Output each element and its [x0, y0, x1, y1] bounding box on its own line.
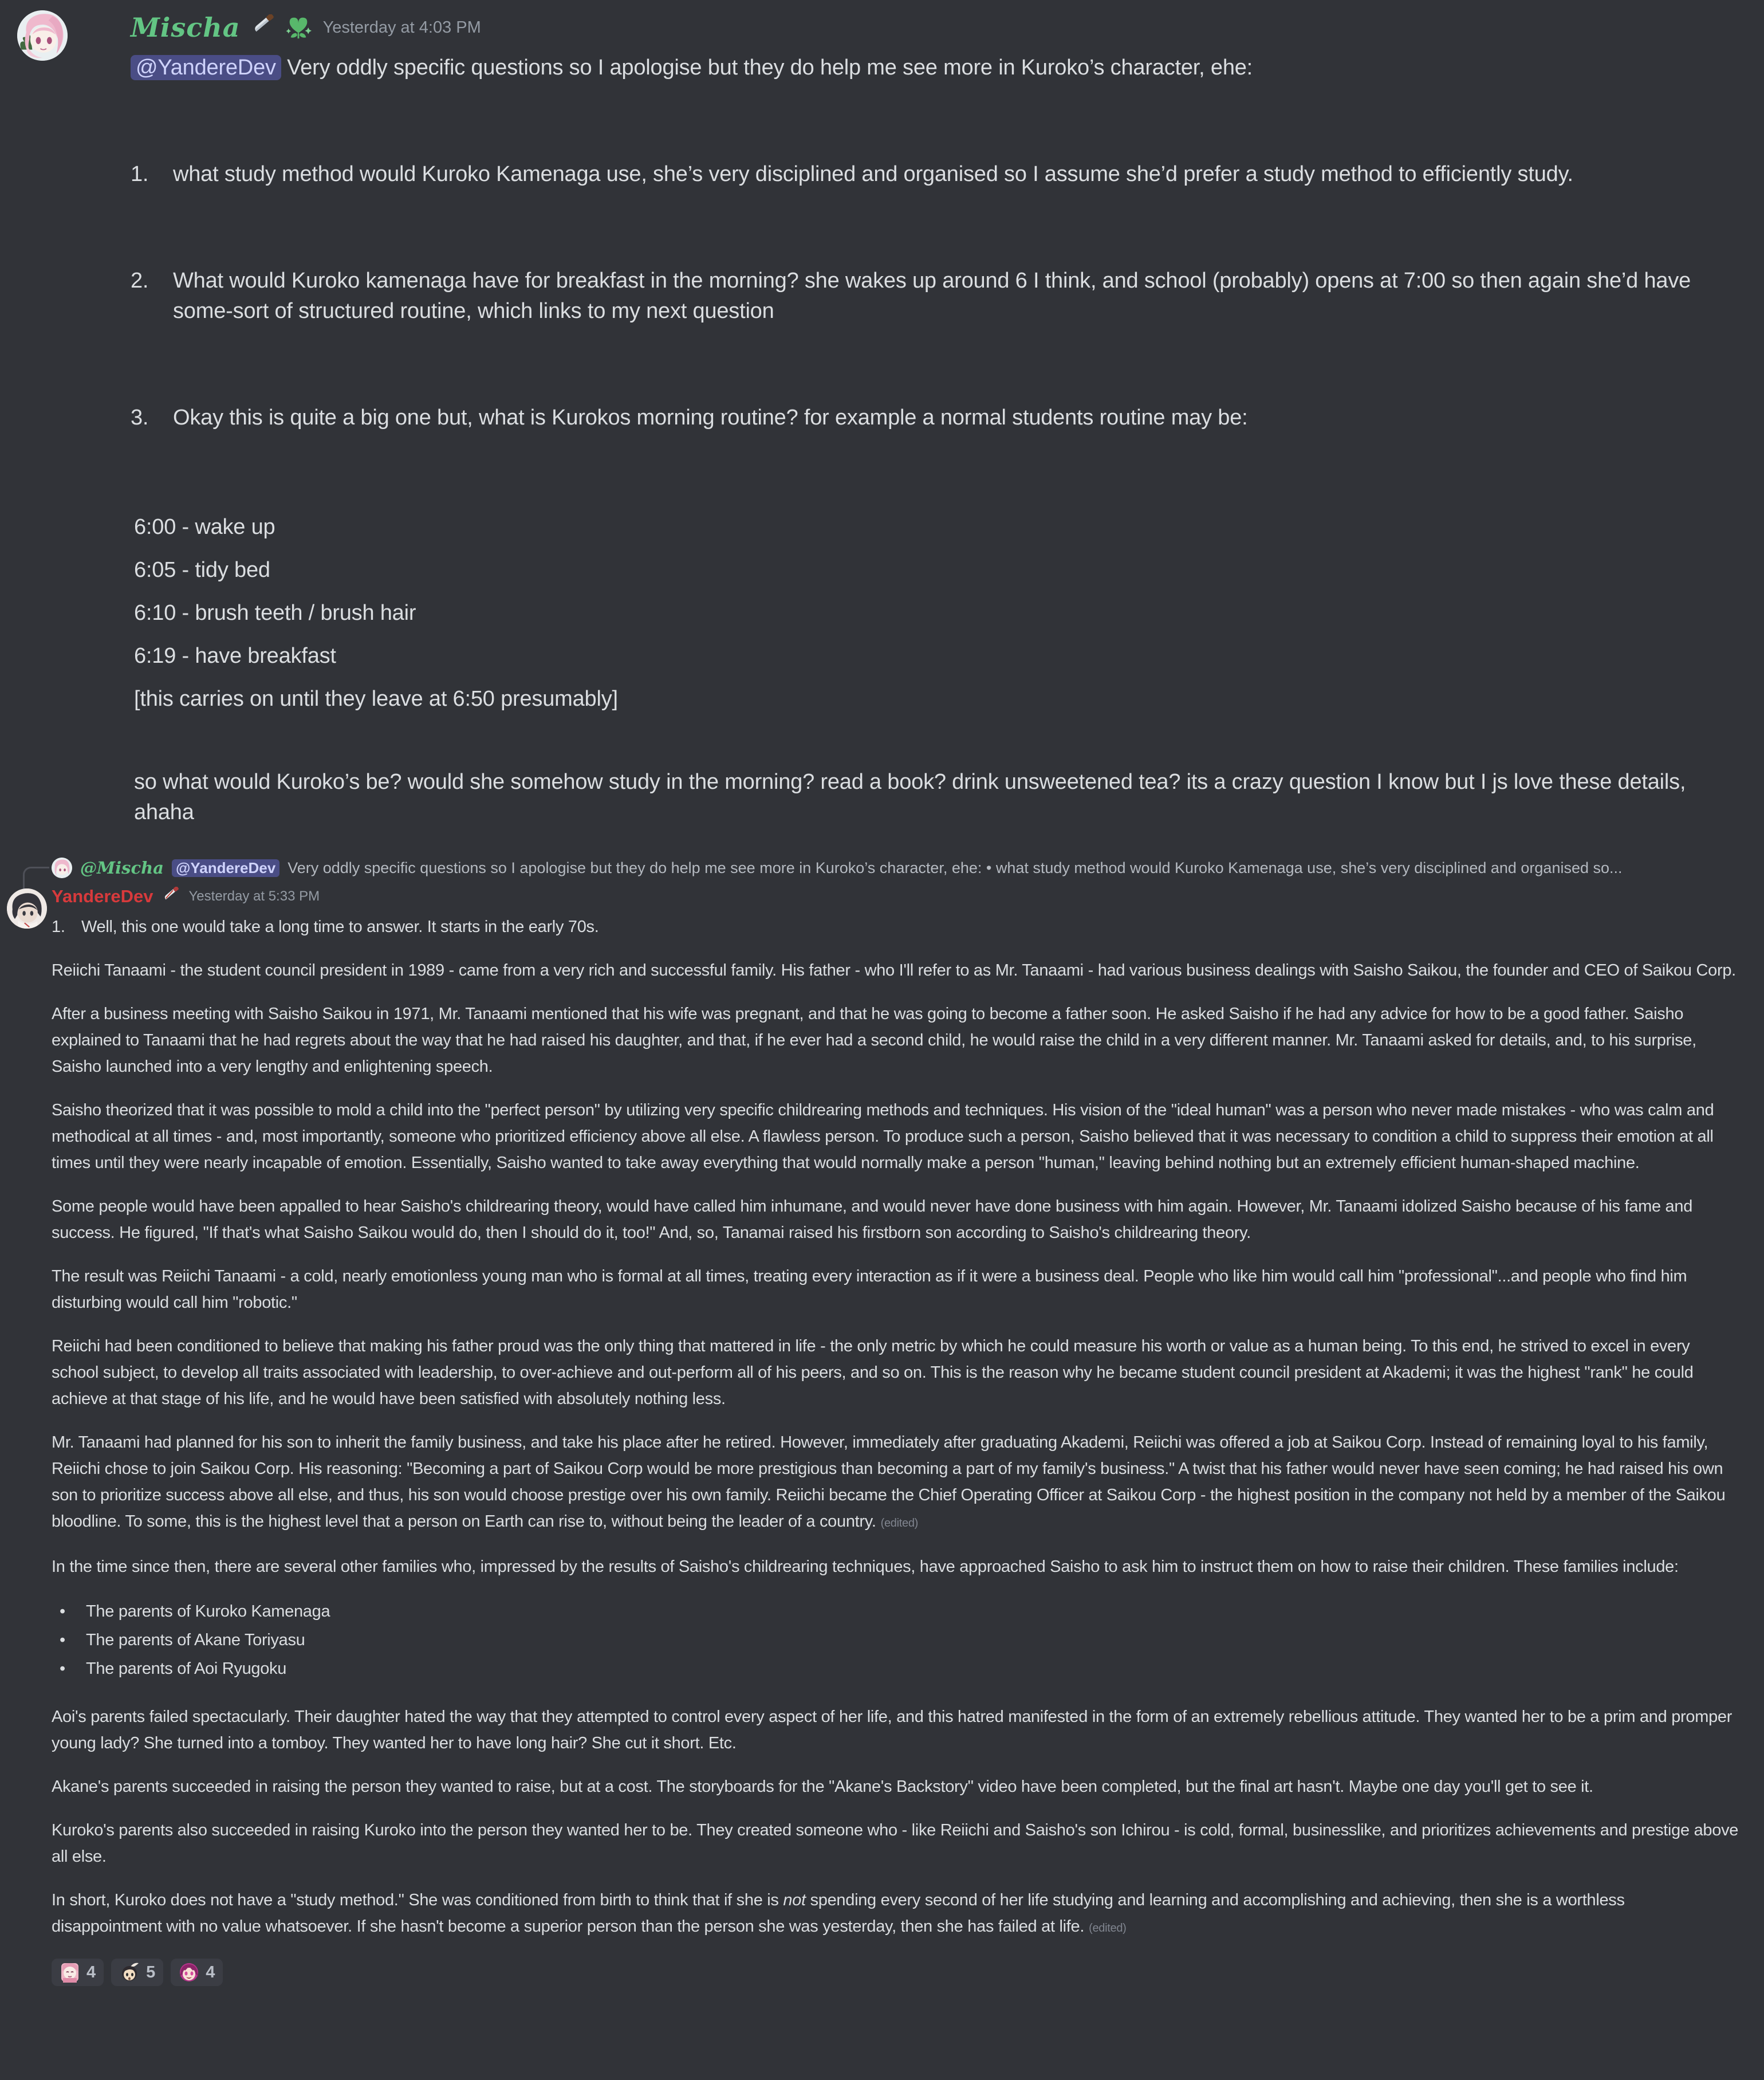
bullet-glyph: • — [60, 1602, 65, 1621]
bullet-item — [60, 1597, 1739, 1626]
bullet-text: The parents of Aoi Ryugoku — [86, 1660, 287, 1678]
mention-yanderedev[interactable]: @YandereDev — [131, 55, 281, 80]
black-hair-boy-emoji — [119, 1962, 140, 1983]
closing-paragraph — [52, 1887, 1739, 1941]
reaction-count: 4 — [206, 1963, 215, 1981]
routine-line: 6:05 - tidy bed — [134, 558, 270, 582]
reactions-bar — [52, 1959, 1739, 1986]
timestamp: Yesterday at 5:33 PM — [188, 888, 320, 904]
paragraph: After a business meeting with Saisho Saikou in 1971, Mr. Tanaami mentioned that his wife was pregnant, and that he was going to become a father soon. He asked Saisho if he had any advice for how to be a good father. Saisho explained to Tanaami that he had regrets about the way that he had raised his daughter, and that, if he ever had a second child, he would raise the child in a very different manner. Mr. Tanaami asked for details, and, to his surprise, Saisho launched into a very lengthy and enlightening speech. — [52, 1005, 1696, 1076]
routine-line: 6:00 - wake up — [134, 515, 275, 539]
list-item — [52, 914, 1739, 940]
question-text: what study method would Kuroko Kamenaga use, she’s very disciplined and organised so I assume she’d prefer a study method to efficiently study. — [173, 162, 1573, 186]
paragraph: Some people would have been appalled to hear Saisho's childrearing theory, would have called him inhumane, and would never have done business with him again. However, Mr. Tanaami idolized Saisho because of his fame and success. He figured, "If that's what Saisho Saikou would do, then I should do it, too!" And, so, Tanamai raised his firstborn son according to Saisho's childrearing theory. — [52, 1197, 1693, 1242]
bullet-glyph: • — [60, 1631, 65, 1649]
message-header — [52, 883, 1743, 910]
closing-pre: In short, Kuroko does not have a "study method." She was conditioned from birth to think that if she is — [52, 1891, 783, 1909]
paragraph: Reiichi Tanaami - the student council president in 1989 - came from a very rich and successful family. His father - who I'll refer to as Mr. Tanaami - had various business dealings with Saisho Saikou, the founder and CEO of Saikou Corp. — [52, 961, 1736, 980]
list-item — [131, 403, 1724, 433]
message-header — [131, 9, 1724, 46]
bullet-item — [60, 1626, 1739, 1654]
list-item — [131, 266, 1724, 327]
knife-emoji — [250, 14, 276, 41]
reply-author[interactable]: @Mischa — [80, 858, 164, 878]
paragraph-text: Mr. Tanaami had planned for his son to inherit the family business, and take his place after he retired. However, immediately after graduating Akademi, Reiichi was offered a job at Saikou Corp. Instead of remaining loyal to his family, Reiichi chose to join Saikou Corp. His reasoning: "Becoming a part of Saikou Corp would be more prestigious than becoming a part of my family's business." A twist that his father would never have seen coming; he had raised his own son to prioritize success above all else, and thus, his son would choose prestige over his own family. Reiichi became the Chief Operating Officer at Saikou Corp - the highest position in the company not held by a member of the Saikou bloodline. To some, this is the highest level that a person on Earth can rise to, without being the leader of a country. — [52, 1433, 1726, 1531]
paragraph: In the time since then, there are several other families who, impressed by the results of Saisho's childrearing techniques, have approached Saisho to ask him to instruct them on how to raise their children. These families include: — [52, 1558, 1679, 1576]
username-mischa[interactable]: Mischa — [131, 12, 241, 43]
reply-reference[interactable] — [52, 855, 1743, 880]
knife-emoji — [161, 887, 180, 906]
edited-label: (edited) — [880, 1517, 919, 1529]
list-item — [131, 159, 1724, 190]
message-mischa — [0, 0, 1764, 828]
bullet-text: The parents of Akane Toriyasu — [86, 1631, 305, 1649]
reply-mention-yanderedev[interactable]: @YandereDev — [172, 859, 279, 877]
message-yanderedev — [0, 855, 1764, 1986]
username-yanderedev[interactable]: YandereDev — [52, 886, 153, 906]
bullet-list — [60, 1597, 1739, 1683]
sparkling-green-heart-emoji — [285, 14, 312, 41]
reply-preview-text[interactable]: Very oddly specific questions so I apologise but they do help me see more in Kuroko’s character, ehe: • what study method would Kuroko Kamenaga use, she’s very disciplined and organised so... — [288, 859, 1623, 876]
yanderedev-avatar-image — [7, 888, 47, 929]
edited-label: (edited) — [1089, 1922, 1127, 1934]
paragraph — [52, 1429, 1739, 1536]
pink-hair-girl-emoji — [60, 1962, 80, 1983]
closing-text: so what would Kuroko’s be? would she somehow study in the morning? read a book? drink unsweetened tea? its a crazy question I know but I js love these details, ahaha — [134, 770, 1686, 824]
message-body — [131, 53, 1724, 828]
opening-line: Well, this one would take a long time to answer. It starts in the early 70s. — [81, 918, 599, 936]
paragraph: The result was Reiichi Tanaami - a cold, nearly emotionless young man who is formal at all times, treating every interaction as if it were a business deal. People who like him would call him "professional"...and people who find him disturbing would call him "robotic." — [52, 1267, 1687, 1312]
reaction-pill[interactable] — [171, 1959, 223, 1986]
bullet-item — [60, 1654, 1739, 1683]
reply-avatar — [52, 858, 72, 878]
routine-block — [134, 512, 1724, 714]
paragraph: Aoi's parents failed spectacularly. Their daughter hated the way that they attempted to control every aspect of her life, and this hatred manifested in the form of an extremely rebellious attitude. They wanted her to be a prim and promper young lady? She turned into a tomboy. They wanted her to have long hair? She cut it short. Etc. — [52, 1708, 1732, 1752]
pink-excited-girl-emoji — [179, 1962, 199, 1983]
message-line — [131, 53, 1724, 83]
list-number: 1. — [131, 162, 149, 186]
paragraph: Reiichi had been conditioned to believe that making his father proud was the only thing that mattered in life - the only metric by which he could measure his worth or value as a human being. To this end, he strived to excel in every school subject, to develop all traits associated with leadership, to over-achieve and out-perform all of his peers, and so on. This is the reason why he became student council president at Akademi; it was the highest "rank" he could achieve at that stage of his life, and he would have been satisfied with absolutely nothing less. — [52, 1337, 1694, 1408]
reaction-count: 5 — [146, 1963, 156, 1981]
paragraph: Kuroko's parents also succeeded in raising Kuroko into the person they wanted her to be. They created someone who - like Reiichi and Saisho's son Ichirou - is cold, formal, businesslike, and prioritizes achievements and prestige above all else. — [52, 1821, 1739, 1866]
reaction-count: 4 — [86, 1963, 96, 1981]
paragraph: Akane's parents succeeded in raising the person they wanted to raise, but at a cost. The storyboards for the "Akane's Backstory" video have been completed, but the final art hasn't. Maybe one day you'll get to see it. — [52, 1778, 1593, 1796]
routine-line: 6:10 - brush teeth / brush hair — [134, 601, 416, 625]
timestamp: Yesterday at 4:03 PM — [322, 18, 481, 37]
mischa-avatar-image — [17, 10, 68, 61]
mischa-avatar[interactable] — [17, 10, 68, 61]
yanderedev-avatar[interactable] — [7, 888, 47, 929]
message-body — [52, 914, 1743, 1986]
list-number: 3. — [131, 406, 149, 430]
routine-line: [this carries on until they leave at 6:50 presumably] — [134, 687, 618, 711]
closing-italic: not — [783, 1891, 806, 1909]
question-text: Okay this is quite a big one but, what is Kurokos morning routine? for example a normal students routine may be: — [173, 406, 1248, 430]
closing-post: spending every second of her life studying and learning and accomplishing and achieving, then she is a worthless disappointment with no value whatsoever. If she hasn't become a superior person than the person she was yesterday, then she has failed at life. — [52, 1891, 1625, 1936]
bullet-glyph: • — [60, 1660, 65, 1678]
list-number: 1. — [52, 918, 65, 936]
list-number: 2. — [131, 269, 149, 293]
question-text: What would Kuroko kamenaga have for breakfast in the morning? she wakes up around 6 I think, and school (probably) opens at 7:00 so then again she’d have some-sort of structured routine, which links to my next question — [173, 269, 1691, 323]
routine-line: 6:19 - have breakfast — [134, 644, 336, 668]
reaction-pill[interactable] — [52, 1959, 104, 1986]
paragraph: Saisho theorized that it was possible to mold a child into the "perfect person" by utilizing very specific childrearing methods and techniques. His vision of the "ideal human" was a person who never made mistakes - who was calm and methodical at all times - and, most importantly, someone who prioritized efficiency above all else. A flawless person. To produce such a person, Saisho believed that it was necessary to condition a child to suppress their emotion at all times until they were nearly incapable of emotion. Essentially, Saisho wanted to take away everything that would normally make a person "human," leaving behind nothing but an extremely efficient human-shaped machine. — [52, 1101, 1714, 1172]
intro-text: Very oddly specific questions so I apologise but they do help me see more in Kuroko’s character, ehe: — [287, 56, 1253, 80]
reaction-pill[interactable] — [111, 1959, 163, 1986]
bullet-text: The parents of Kuroko Kamenaga — [86, 1602, 330, 1621]
